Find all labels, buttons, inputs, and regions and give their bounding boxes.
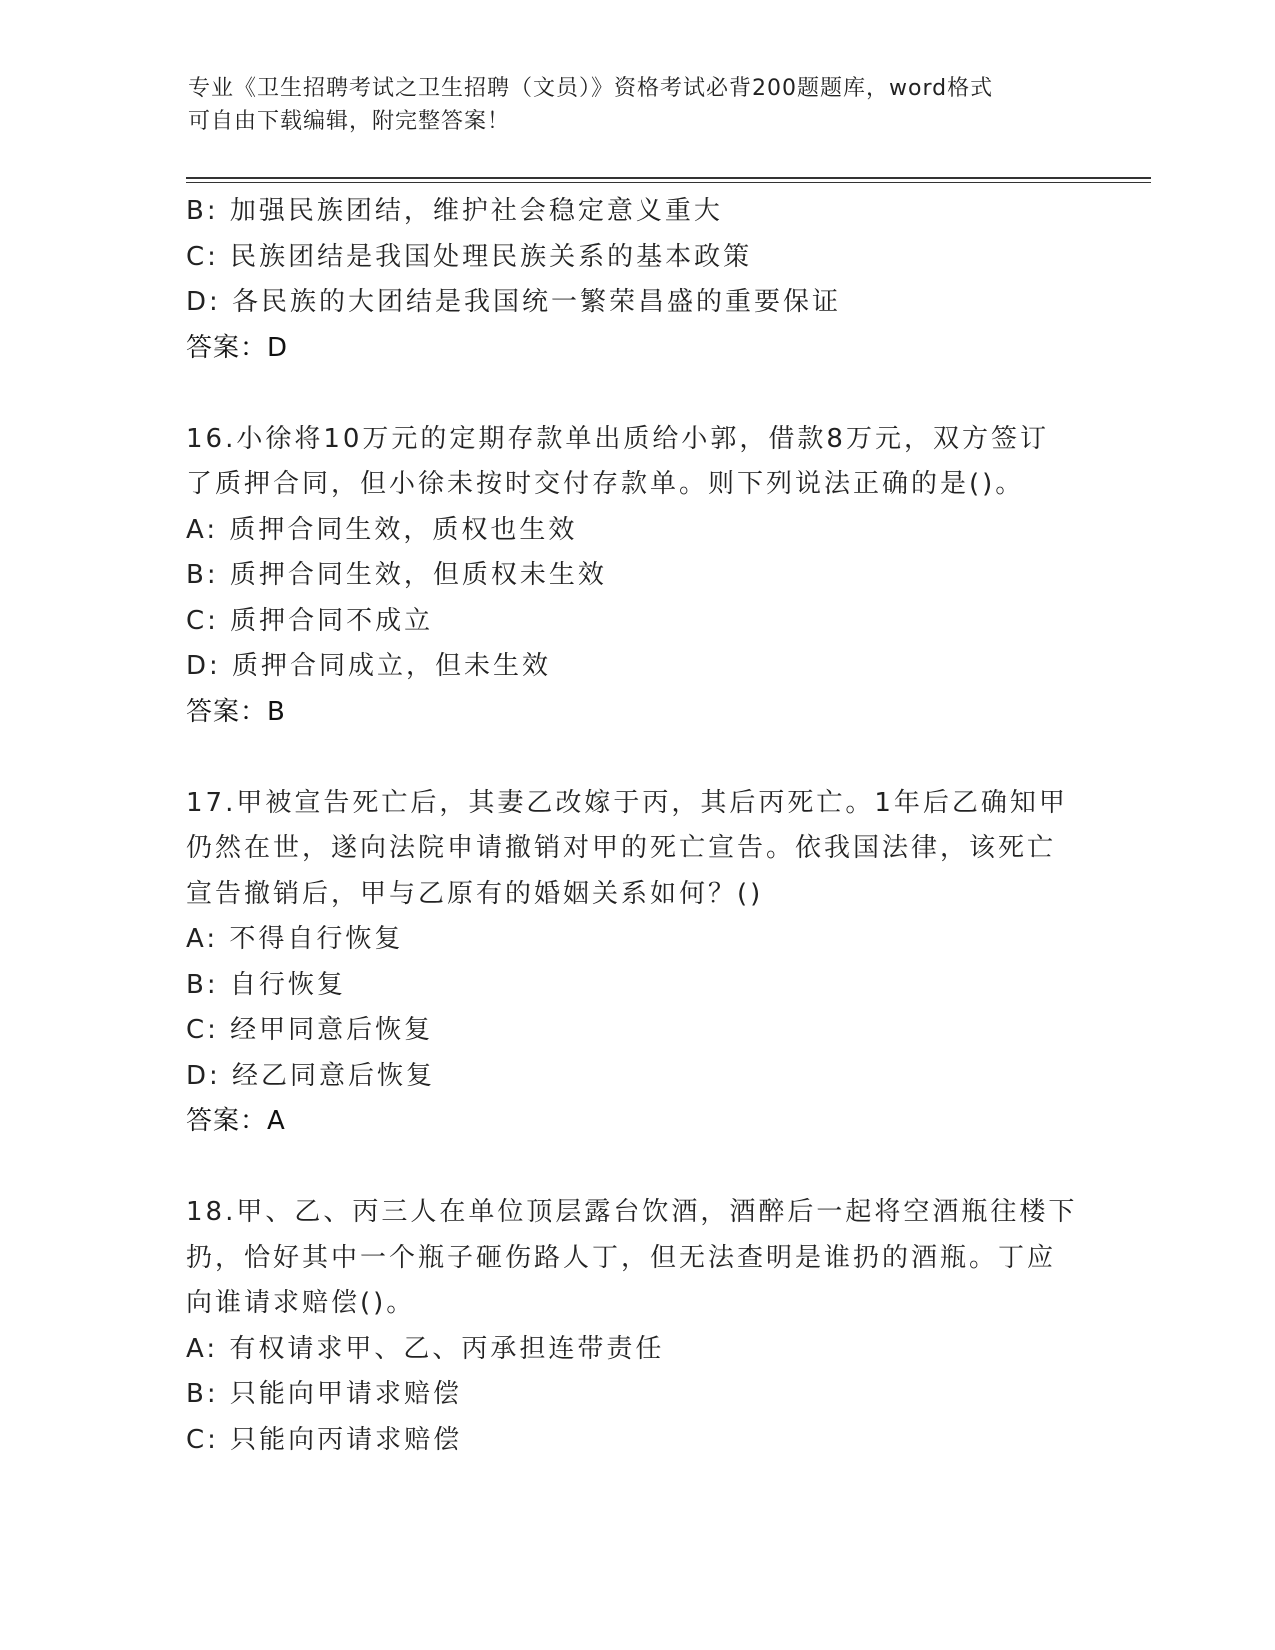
question-stem-line: 16.小徐将10万元的定期存款单出质给小郭，借款8万元，双方签订 — [186, 423, 1049, 454]
spacer — [186, 1145, 1086, 1191]
question-15 — [186, 189, 1086, 371]
question-stem-line: 向谁请求赔偿()。 — [186, 1288, 416, 1318]
spacer — [186, 371, 1086, 417]
question-stem-line: 17.甲被宣告死亡后，其妻乙改嫁于丙，其后丙死亡。1年后乙确知甲 — [186, 787, 1068, 818]
spacer — [186, 735, 1086, 781]
option-b: B: 质押合同生效，但质权未生效 — [186, 560, 607, 590]
header-rule-thin — [186, 182, 1151, 183]
question-18 — [186, 1190, 1086, 1463]
option-c: C: 民族团结是我国处理民族关系的基本政策 — [186, 241, 753, 272]
question-stem-line: 18.甲、乙、丙三人在单位顶层露台饮酒，酒醉后一起将空酒瓶往楼下 — [186, 1197, 1078, 1227]
question-16 — [186, 417, 1086, 736]
option-d: D: 各民族的大团结是我国统一繁荣昌盛的重要保证 — [186, 287, 842, 317]
option-b: B: 只能向甲请求赔偿 — [186, 1379, 462, 1409]
answer-line: 答案：B — [186, 696, 286, 727]
question-content — [186, 189, 1086, 1463]
option-c: C: 质押合同不成立 — [186, 605, 434, 636]
option-d: D: 质押合同成立，但未生效 — [186, 651, 552, 681]
question-stem-line: 扔，恰好其中一个瓶子砸伤路人丁，但无法查明是谁扔的酒瓶。丁应 — [186, 1242, 1057, 1273]
option-c: C: 经甲同意后恢复 — [186, 1015, 434, 1045]
header-line-1: 专业《卫生招聘考试之卫生招聘（文员）》资格考试必背200题题库，word格式 — [188, 76, 994, 101]
question-stem-line: 了质押合同，但小徐未按时交付存款单。则下列说法正确的是()。 — [186, 469, 1025, 499]
option-d: D: 经乙同意后恢复 — [186, 1060, 436, 1091]
answer-line: 答案：A — [186, 1106, 286, 1136]
header-line-2: 可自由下载编辑，附完整答案！ — [188, 109, 511, 134]
question-17 — [186, 781, 1086, 1145]
option-a: A: 有权请求甲、乙、丙承担连带责任 — [186, 1333, 665, 1364]
question-stem-line: 宣告撤销后，甲与乙原有的婚姻关系如何？() — [186, 878, 764, 909]
option-a: A: 质押合同生效，质权也生效 — [186, 514, 578, 545]
option-b: B: 自行恢复 — [186, 969, 346, 1000]
option-a: A: 不得自行恢复 — [186, 924, 404, 954]
option-c: C: 只能向丙请求赔偿 — [186, 1424, 463, 1455]
answer-line: 答案：D — [186, 332, 289, 363]
option-b: B: 加强民族团结，维护社会稳定意义重大 — [186, 196, 723, 226]
document-header — [188, 72, 1088, 138]
header-rule-thick — [186, 177, 1151, 179]
question-stem-line: 仍然在世，遂向法院申请撤销对甲的死亡宣告。依我国法律，该死亡 — [186, 833, 1057, 863]
